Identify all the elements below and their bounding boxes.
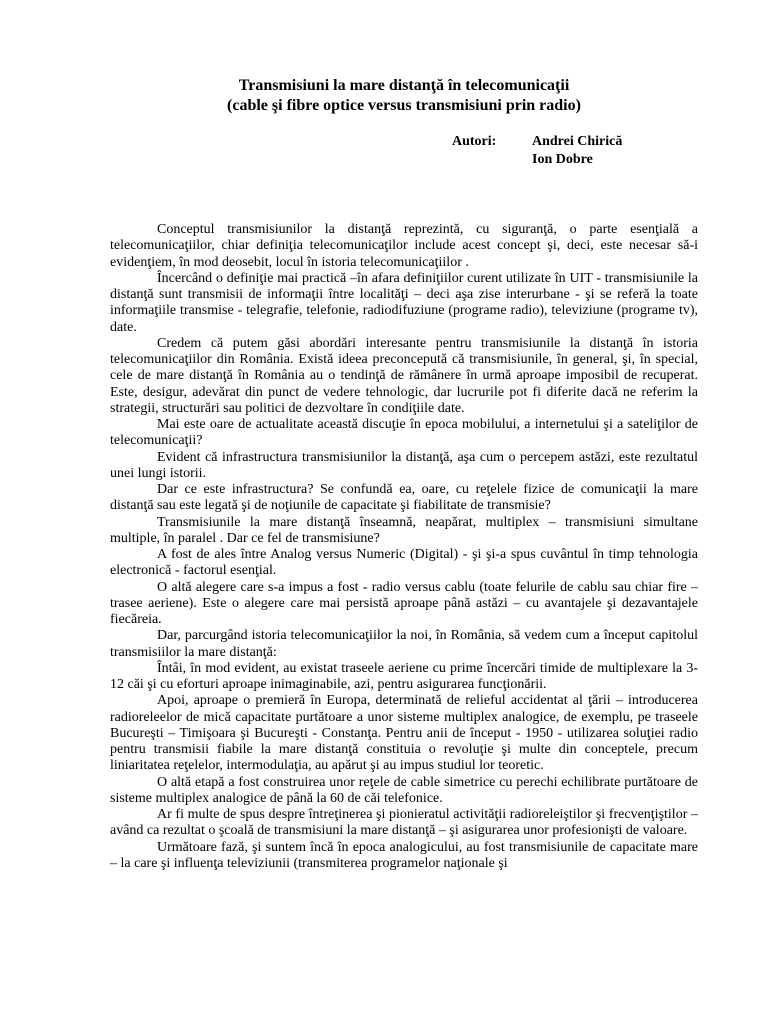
paragraph: Evident că infrastructura transmisiunilor la distanţă, aşa cum o percepem astăzi, este rezultatul unei lungi istorii. [110,449,698,481]
paragraph: Dar ce este infrastructura? Se confundă ea, oare, cu reţelele fizice de comunicaţii la mare distanţă sau este legată şi de noţiunile de capacitate şi fiabilitate de transmisie? [110,482,698,514]
title-line-2: (cable şi fibre optice versus transmisiuni prin radio) [227,97,581,114]
paragraph: Transmisiunile la mare distanţă înseamnă, neapărat, multiplex – transmisiuni simultane multiple, în paralel . Dar ce fel de transmisiune? [110,514,698,546]
document-title [0,76,768,116]
paragraph: A fost de ales între Analog versus Numeric (Digital) - şi şi-a spus cuvântul în timp tehnologia electronică - factorul esenţial. [110,547,698,579]
paragraph: Conceptul transmisiunilor la distanţă reprezintă, cu siguranţă, o parte esenţială a telecomunicaţiilor, chiar definiţia telecomunicaţilor include acest concept şi, deci, este necesar să-i evidenţiem, în mod deosebit, locul în istoria telecomunicaţiilor . [110,222,698,270]
authors-label: Autori: [452,134,497,149]
authors-names [532,133,622,169]
paragraph: Următoare fază, şi suntem încă în epoca analogicului, au fost transmisiunile de capacitate mare – la care şi influenţa televiziunii (transmiterea programelor naţionale şi [110,839,698,871]
paragraph: O altă alegere care s-a impus a fost - radio versus cablu (toate felurile de cablu sau chiar fire – trasee aeriene). Este o alegere care mai persistă aproape până astăzi – cu avantajele şi dezavantajele fiecăreia. [110,579,698,627]
author-name: Ion Dobre [532,152,593,167]
paragraph: Ar fi multe de spus despre întreţinerea şi pionieratul activităţii radioreleiştilor şi frecvenţiştilor – având ca rezultat o şcoală de transmisiuni la mare distanţă – şi asigurarea unor profesionişti de valoare. [110,807,698,839]
paragraph: Mai este oare de actualitate această discuţie în epoca mobilului, a internetului şi a sateliţilor de telecomunicaţii? [110,417,698,449]
paragraph: Încercând o definiţie mai practică –în afara definiţiilor curent utilizate în UIT - transmisiunile la distanţă sunt transmisii de informaţii între localităţi – deci aşa zise interurbane - şi se referă la toate informaţiile transmise - telegrafie, telefonie, radiodifuziune (programe radio), televiziune (programe tv), date. [110,270,698,335]
paragraph: Credem că putem găsi abordări interesante pentru transmisiunile la distanţă în istoria telecomunicaţiilor din România. Există ideea preconcepută că transmisiunile, în general, şi, în special, cele de mare distanţă în România au o tendinţă de rămânere în urmă aproape imposibil de recuperat. Este, desigur, adevărat din punct de vedere tehnologic, dar lucrurile pot fi diferite dacă ne referim la strategii, structurări sau politici de dezvoltare în condiţiile date. [110,335,698,416]
author-name: Andrei Chirică [532,134,623,149]
paragraph: Apoi, aproape o premieră în Europa, determinată de relieful accidentat al ţării – introducerea radioreleelor de mică capacitate purtătoare a unor sisteme multiplex analogice, de exemplu, pe traseele Bucureşti – Timişoara şi Bucureşti - Constanţa. Pentru anii de început - 1950 - utilizarea soluţiei radio pentru transmisii fiabile la mare distanţă constituia o revoluţie şi multe din conceptele, precum liniaritatea reţelelor, intermodulaţia, au apărut şi au impus studiul lor teoretic. [110,693,698,774]
document-body [110,222,698,872]
paragraph: Întâi, în mod evident, au existat traseele aeriene cu prime încercări timide de multiplexare la 3-12 căi şi cu eforturi aproape inimaginabile, azi, pentru asigurarea funcţionării. [110,660,698,692]
paragraph: O altă etapă a fost construirea unor reţele de cable simetrice cu perechi echilibrate purtătoare de sisteme multiplex analogice de până la 60 de căi telefonice. [110,774,698,806]
paragraph: Dar, parcurgând istoria telecomunicaţiilor la noi, în România, să vedem cum a început capitolul transmisiilor la mare distanţă: [110,628,698,660]
title-line-1: Transmisiuni la mare distanţă în telecomunicaţii [238,77,570,94]
